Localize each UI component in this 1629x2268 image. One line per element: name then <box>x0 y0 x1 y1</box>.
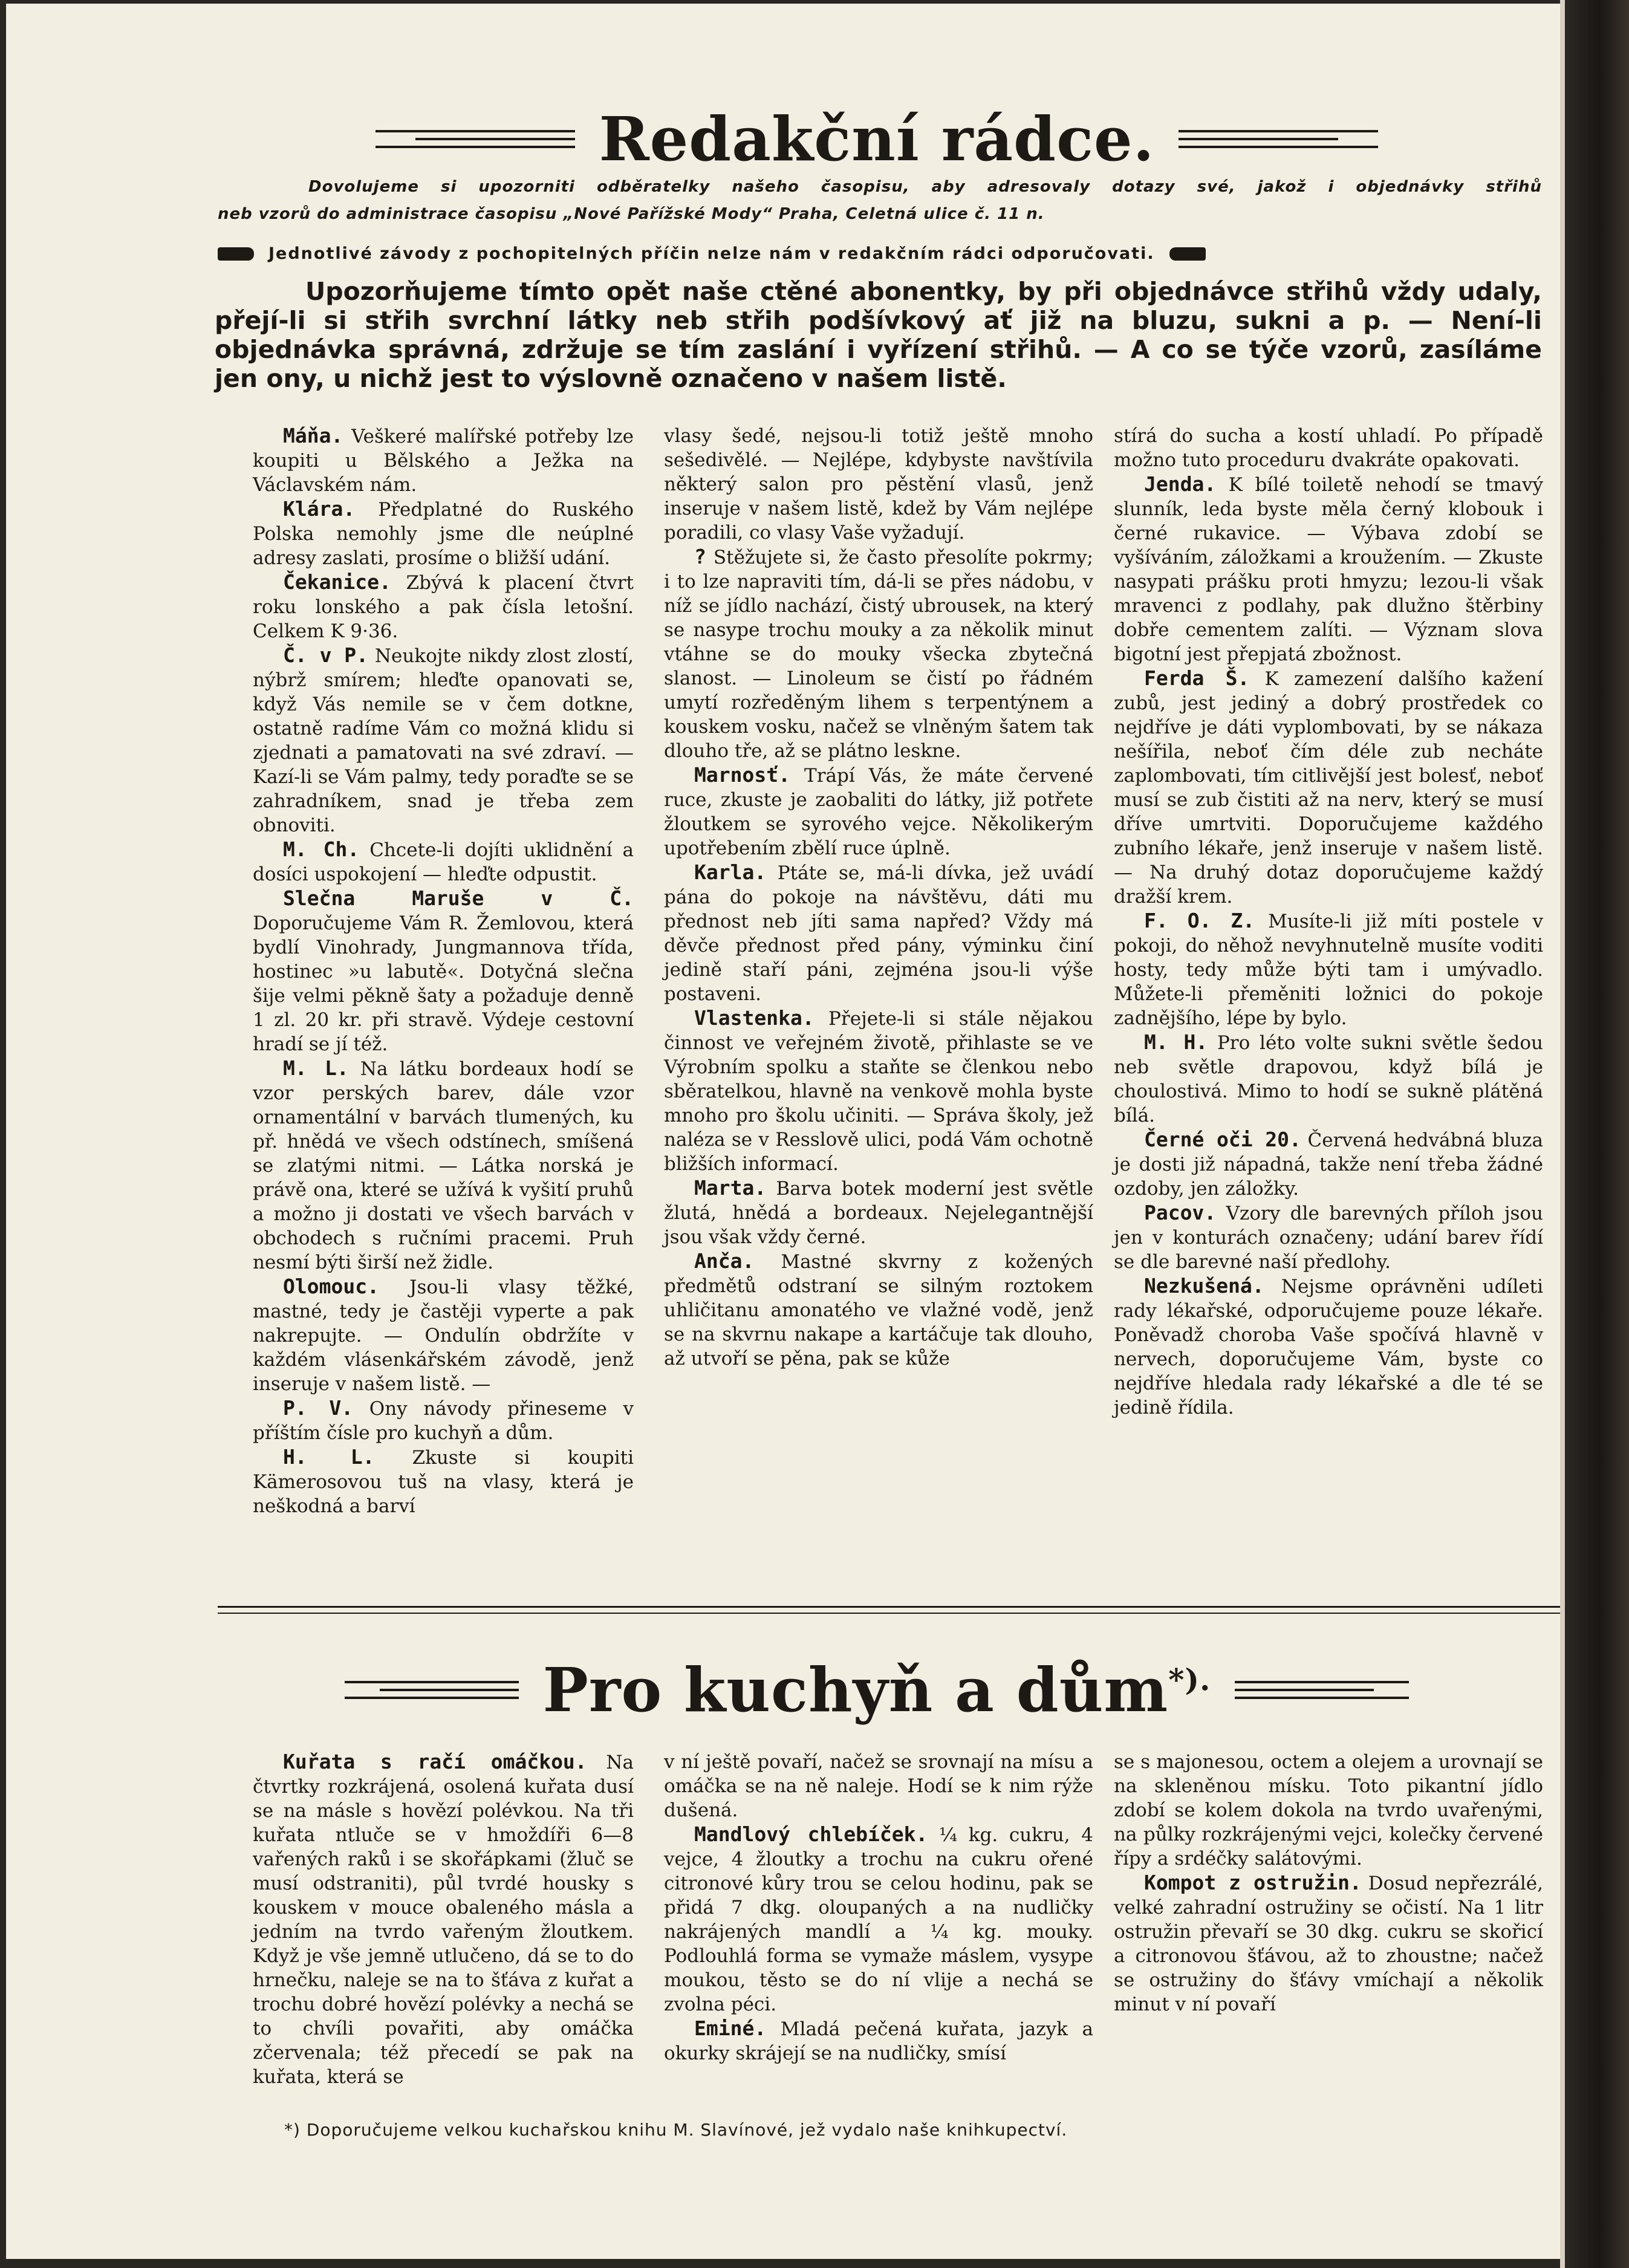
entry-paragraph <box>253 497 634 570</box>
newspaper-page <box>6 4 1565 2259</box>
entry-text: stírá do sucha a kostí uhladí. Po případě možno tuto proceduru dvakráte opakovati. <box>1114 425 1543 471</box>
footnote-mark: *). <box>1168 1662 1211 1698</box>
entry-paragraph <box>664 763 1093 860</box>
entry-text: Přejete-li si stále nějakou činnost ve veřejném životě, přihlaste se ve Výrobním spolku a staňte se členkou nebo sběratelkou, hlavně na venkově mohla byste mnoho pro školu učiniti. — Správa školy, jež naléza se v Resslově ulici, podá Vám ochotně bližších informací. <box>664 1008 1093 1175</box>
entry-text: v ní ještě povaří, načež se srovnají na mísu a omáčka se na ně naleje. Hodí se k nim rýže dušená. <box>664 1751 1093 1821</box>
entry-text: Stěžujete si, že často přesolíte pokrmy; i to lze napraviti tím, dá-li se přes nádobu, v níž se jídlo nachází, čistý ubrousek, na který se nasype trochu mouky a za několik minut vtáhne se do mouky všecka zbytečná slanost. — Linoleum se čistí po řádném umytí rozředěným lihem s terpentýnem a kouskem vosku, načež se vlněným šatem tak dlouho tře, až se plátno leskne. <box>664 547 1093 762</box>
abonent-notice: Upozorňujeme tímto opět naše ctěné abonentky, by při objednávce střihů vždy udaly, přejí-li si střih svrchní látky neb střih podšívkový ať již na bluzu, sukni a p. — Není-li objednávka správná, zdržuje se tím zaslání i vyřízení střihů. — A co se týče vzorů, zasíláme jen ony, u nichž jest to výslovně označeno v našem listě. <box>215 277 1542 393</box>
entry-paragraph <box>1114 666 1543 909</box>
bold-notice-text: Jednotlivé závody z pochopitelných příčin nelze nám v redakčním rádci odporučovati. <box>268 244 1155 263</box>
entry-paragraph <box>664 1176 1093 1249</box>
entry-text: Ony návody přineseme v příštím čísle pro kuchyň a dům. <box>253 1398 634 1444</box>
entry-paragraph <box>253 1056 634 1275</box>
redakcni-radce-header <box>345 103 1409 175</box>
entry-text: Nejsme oprávněni udíleti rady lékařské, odporučujeme pouze lékaře. Poněvadž choroba Vaše spočívá hlavně v nervech, doporučujeme Vám, byste co nejdříve hledala rady lékařské a dle té se jedině řídila. <box>1114 1276 1543 1418</box>
entry-paragraph <box>1114 1750 1543 1871</box>
pointing-hand-icon <box>218 247 254 261</box>
column-3 <box>1114 424 1543 1420</box>
entry-name: Nezkušená. <box>1144 1274 1264 1298</box>
entry-name: Jenda. <box>1144 472 1217 496</box>
entry-text: Barva botek moderní jest světle žlutá, hnědá a bordeaux. Nejelegantnější jsou však vždy černé. <box>664 1178 1093 1248</box>
footnote: *) Doporučujeme velkou kuchařskou knihu M. Slavínové, jež vydalo naše knihkupectví. <box>284 2120 1068 2140</box>
column-2 <box>664 424 1093 1371</box>
entry-name: Máňa. <box>283 424 343 447</box>
column-1 <box>253 424 634 1518</box>
book-spine <box>1565 0 1629 2268</box>
entry-text: Červená hedvábná bluza je dosti již nápadná, takže není třeba žádné ozdoby, jen záložky. <box>1114 1129 1543 1200</box>
entry-text: Ptáte se, má-li dívka, jež uvádí pána do pokoje na návštěvu, dáti mu přednost neb jíti sama napřed? Vždy má děvče přednost před pány, výminku činí jedině staří páni, zejména jsou-li výše postaveni. <box>664 862 1093 1005</box>
entry-paragraph <box>253 643 634 837</box>
title-decoration-right <box>1235 1681 1409 1699</box>
entry-name: Černé oči 20. <box>1144 1128 1301 1151</box>
entry-paragraph <box>664 860 1093 1006</box>
entry-name: Anča. <box>694 1249 755 1273</box>
entry-paragraph <box>664 1249 1093 1371</box>
entry-text: Mladá pečená kuřata, jazyk a okurky skrájejí se na nudličky, smísí <box>664 2018 1093 2064</box>
divider-rule <box>218 1613 1565 1614</box>
entry-paragraph <box>664 1822 1093 2016</box>
entry-name: Čekanice. <box>283 570 391 594</box>
entry-text: Na čtvrtky rozkrájená, osolená kuřata dusí se na másle s hovězí polévkou. Na tři kuřata ntluče se v hmoždíři 6—8 vařených raků i se skořápkami (žluč se musí odstraniti), půl tvrdé housky s kouskem v mouce obaleného másla a jedním na tvrdo vařeným žloutkem. Když je vše jemně utlučeno, dá se to do hrnečku, naleje se na to šťáva z kuřat a trochu dobré hovězí polévky a nechá se to chvíli povařiti, aby omáčka zčervenala; též přecedí se pak na kuřata, která se <box>253 1752 634 2088</box>
entry-text: Musíte-li již míti postele v pokoji, do něhož nevyhnutelně musíte voditi hosty, tedy může býti tam i umývadlo. Můžete-li přeměniti ložnici do pokoje zadnějšího, lépe by bylo. <box>1114 911 1543 1029</box>
entry-name: Karla. <box>694 860 767 884</box>
entry-text: Dosud nepřezrálé, velké zahradní ostružiny se očistí. Na 1 litr ostružin převaří se 30 dkg. cukru se skořicí a citronovou šťávou, až to zhoustne; načež se ostružiny do šťávy vmíchají a několik minut v ní povaří <box>1114 1873 1544 2015</box>
entry-name: P. V. <box>283 1396 354 1420</box>
entry-name: Klára. <box>283 497 356 521</box>
pointing-hand-icon <box>1169 247 1206 261</box>
entry-name: Marnosť. <box>694 763 790 787</box>
entry-paragraph <box>253 886 634 1056</box>
entry-text: Pro léto volte sukni světle šedou neb světle drapovou, když bílá je choulostivá. Mimo to hodí se sukně plátěná bílá. <box>1114 1032 1543 1126</box>
entry-paragraph <box>253 1396 634 1445</box>
entry-text: K zamezení dalšího kažení zubů, jest jediný a dobrý prostředek co nejdříve je dáti vyplombovati, by se nákaza nešířila, neboť čím déle zub necháte zaplombovati, tím citlivější jest bolesť, neboť musí se zub čistiti až na nerv, který se musí dříve umrtviti. Doporučujeme každého zubního lékaře, jenž inseruje v našem listě. — Na druhý dotaz doporučujeme každý dražší krem. <box>1114 668 1543 908</box>
notice-line-1: Dovolujeme si upozorniti odběratelky našeho časopisu, aby adresovaly dotazy své, jakož i objednávky střihů <box>308 178 1542 196</box>
kitchen-column-1 <box>253 1750 634 2089</box>
notice-line-2: neb vzorů do administrace časopisu „Nové Pařížské Mody“ Praha, Celetná ulice č. 11 n. <box>218 205 1045 223</box>
bold-notice <box>218 244 1518 263</box>
entry-paragraph <box>1114 472 1543 666</box>
entry-paragraph <box>664 424 1093 545</box>
title-decoration-right <box>1179 130 1378 148</box>
entry-paragraph <box>1114 1030 1543 1128</box>
entry-name: Kompot z ostružin. <box>1144 1871 1362 1894</box>
entry-paragraph <box>1114 909 1543 1030</box>
kitchen-section-title: Pro kuchyň a dům <box>542 1654 1169 1726</box>
entry-name: Mandlový chlebíček. <box>694 1822 928 1846</box>
entry-paragraph <box>664 1750 1093 1822</box>
entry-text: Veškeré malířské potřeby lze koupiti u Bělského a Ježka na Václavském nám. <box>253 426 634 496</box>
pro-kuchyn-header <box>345 1654 1409 1726</box>
entry-paragraph <box>1114 424 1543 472</box>
entry-paragraph <box>664 545 1093 763</box>
entry-text: Na látku bordeaux hodí se vzor perských barev, dále vzor ornamentální v barvách tlumených, ku př. hnědá ve všech odstínech, smíšená se zlatými nitmi. — Látka norská je právě ona, které se užívá k vyšití pruhů a možno ji dostati ve všech barvách v obchodech s ručními pracemi. Pruh nesmí býti širší než židle. <box>253 1058 634 1273</box>
entry-paragraph <box>664 1006 1093 1176</box>
title-decoration-left <box>376 130 575 148</box>
entry-text: Chcete-li dojíti uklidnění a dosíci uspokojení — hleďte odpustit. <box>253 839 634 885</box>
entry-paragraph <box>1114 1128 1543 1201</box>
entry-name: H. L. <box>283 1445 375 1469</box>
entry-name: Slečna Maruše v Č. <box>283 886 634 910</box>
entry-name: Olomouc. <box>283 1275 379 1298</box>
entry-name: M. L. <box>283 1056 349 1080</box>
kitchen-column-2 <box>664 1750 1093 2065</box>
entry-text: K bílé toiletě nehodí se tmavý slunník, leda byste měla černý klobouk i černé rukavice. — Výbava zdobí se vyšíváním, záložkami a kroužením. — Zkuste nasypati prášku proti hmyzu; lezou-li však mravenci z podlahy, pak dlužno štěrbiny dobře cementem zalíti. — Význam slova bigotní jest přepjatá zbožnost. <box>1114 474 1543 665</box>
entry-text: Zbývá k placení čtvrt roku lonského a pak čísla letošní. Celkem K 9·36. <box>253 572 634 642</box>
entry-paragraph <box>253 424 634 497</box>
entry-name: Pacov. <box>1144 1201 1217 1224</box>
entry-text: Trápí Vás, že máte červené ruce, zkuste je zaobaliti do látky, již potřete žloutkem se syrového vejce. Několikerým upotřebením zbělí ruce úplně. <box>664 765 1093 859</box>
entry-paragraph <box>1114 1274 1543 1420</box>
entry-paragraph <box>253 1750 634 2089</box>
entry-name: Ferda Š. <box>1144 666 1250 690</box>
entry-paragraph <box>1114 1201 1543 1274</box>
entry-name: M. Ch. <box>283 837 360 861</box>
entry-text: Vzory dle barevných příloh jsou jen v konturách označeny; udání barev řídí se dle barevné naší předlohy. <box>1114 1203 1543 1273</box>
entry-text: Jsou-li vlasy těžké, mastné, tedy je častěji vyperte a pak nakrepujte. — Ondulín obdržíte v každém vlásenkářském závodě, jenž inseruje v našem listě. — <box>253 1276 634 1395</box>
entry-text: Předplatné do Ruského Polska nemohly jsme dle neúplné adresy zaslati, prosíme o bližší udání. <box>253 499 634 569</box>
section-title <box>543 1654 1211 1726</box>
entry-name: ? <box>694 545 706 568</box>
entry-text: Zkuste si koupiti Kämerosovou tuš na vlasy, která je neškodná a barví <box>253 1447 634 1517</box>
entry-text: vlasy šedé, nejsou-li totiž ještě mnoho sešedivělé. — Nejlépe, kdybyste navštívila některý salon pro pěstění vlasů, jenž inseruje v našem listě, kdež by Vám nejlépe poradili, co vlasy Vaše vyžadují. <box>664 425 1093 544</box>
entry-text: Neukojte nikdy zlost zlostí, nýbrž smírem; hleďte opanovati se, když Vás nemile se v čem dotkne, ostatně radíme Vám co možná klidu si zjednati a pamatovati na své zdraví. — Kazí-li se Vám palmy, tedy poraďte se se zahradníkem, snad je třeba zem obnoviti. <box>253 645 634 836</box>
entry-name: Č. v P. <box>283 643 369 667</box>
entry-paragraph <box>253 1275 634 1396</box>
entry-paragraph <box>253 837 634 886</box>
entry-name: F. O. Z. <box>1144 909 1255 932</box>
entry-name: Marta. <box>694 1176 767 1200</box>
entry-name: Kuřata s račí omáčkou. <box>283 1750 587 1773</box>
entry-paragraph <box>253 570 634 643</box>
title-decoration-left <box>345 1681 519 1699</box>
entry-paragraph <box>664 2016 1093 2065</box>
entry-text: ¼ kg. cukru, 4 vejce, 4 žloutky a trochu na cukru ořené citronové kůry trou se celou hodinu, pak se přidá 7 dkg. oloupaných a na nudličky nakrájených mandlí a ¼ kg. mouky. Podlouhlá forma se vymaže máslem, vysype moukou, těsto se do ní vlije a nechá se zvolna péci. <box>664 1824 1093 2015</box>
entry-name: M. H. <box>1144 1030 1208 1054</box>
section-title: Redakční rádce. <box>599 103 1155 175</box>
entry-text: Mastné skvrny z kožených předmětů odstraní se silným roztokem uhličitanu amonatého ve vlažné vodě, jenž se na skvrnu nakape a kartáčuje tak dlouho, až utvoří se pěna, pak se kůže <box>664 1251 1093 1370</box>
kitchen-column-3 <box>1114 1750 1543 2016</box>
entry-name: Eminé. <box>694 2016 767 2040</box>
entry-paragraph <box>1114 1871 1543 2016</box>
divider-rule <box>218 1606 1565 1608</box>
entry-name: Vlastenka. <box>694 1006 814 1030</box>
entry-paragraph <box>253 1445 634 1518</box>
entry-text: se s majonesou, octem a olejem a urovnají se na skleněnou mísku. Toto pikantní jídlo zdobí se kolem dokola na tvrdo uvařenými, na půlky rozkrájenými vejci, kolečky červené řípy a srdéčky salátovými. <box>1114 1751 1543 1870</box>
entry-text: Doporučujeme Vám R. Žemlovou, která bydlí Vinohrady, Jungmannova třída, hostinec »u labutě«. Dotyčná slečna šije velmi pěkně šaty a požaduje denně 1 zl. 20 kr. při stravě. Výdeje cestovní hradí se jí též. <box>253 912 634 1055</box>
